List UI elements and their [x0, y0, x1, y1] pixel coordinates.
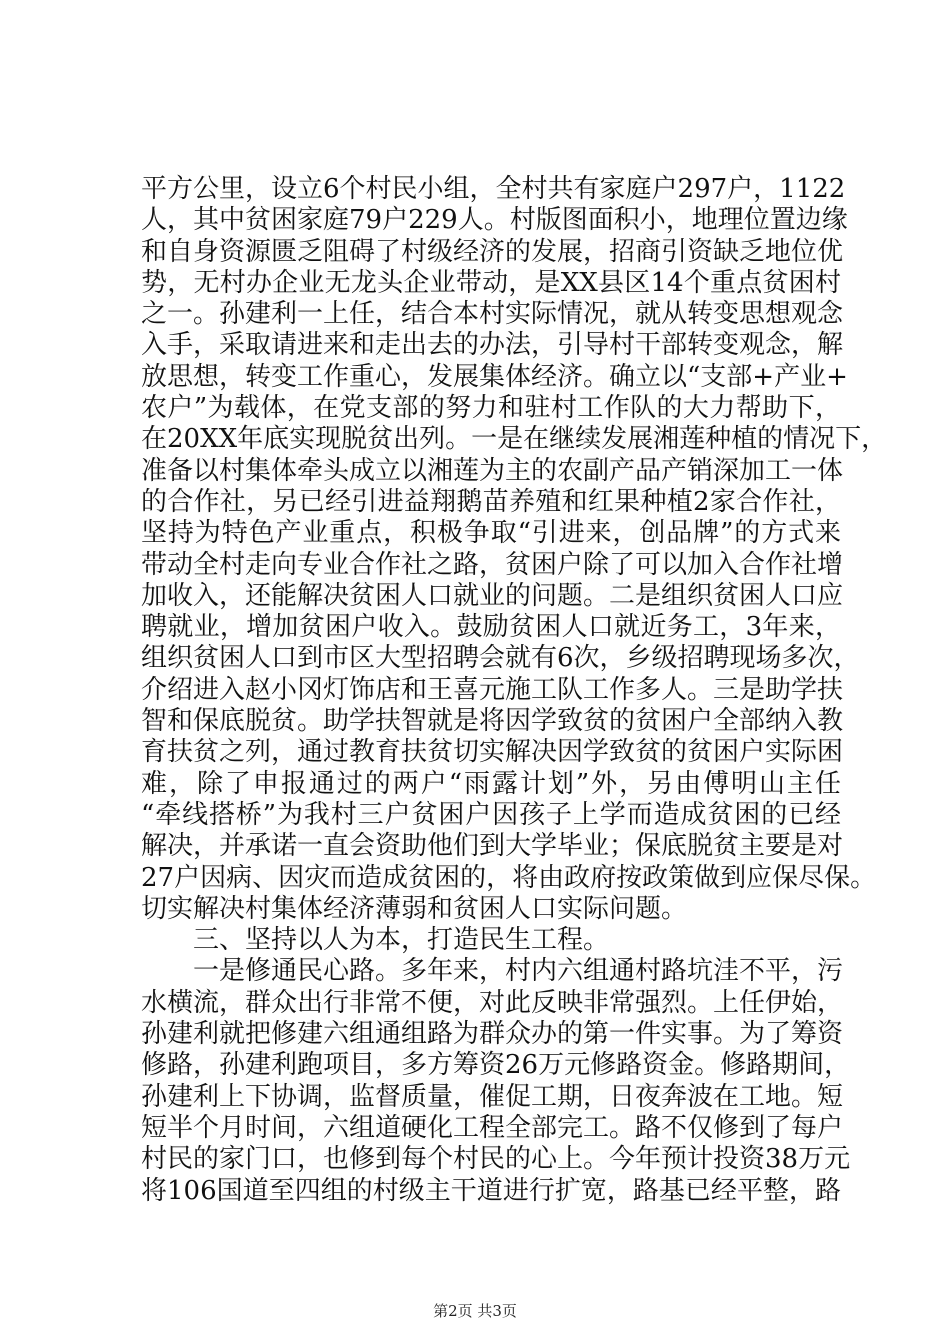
text-line: 人，其中贫困家庭79户229人。村版图面积小，地理位置边缘: [141, 205, 848, 236]
text-line: 平方公里，设立6个村民小组，全村共有家庭户297户，1122: [141, 174, 846, 204]
text-line: 的合作社，另已经引进益翔鹅苗养殖和红果种植2家合作社，: [141, 486, 841, 517]
text-line: 水横流，群众出行非常不便，对此反映非常强烈。上任伊始，: [141, 987, 844, 1018]
text-line: 修路，孙建利跑项目，多方筹资26万元修路资金。修路期间，: [141, 1050, 851, 1081]
page-footer: [0, 1301, 950, 1321]
paragraph-end-line: 切实解决村集体经济薄弱和贫困人口实际问题。: [141, 893, 688, 924]
text-line: “牵线搭桥”为我村三户贫困户因孩子上学而造成贫困的已经: [141, 799, 841, 830]
paragraph-first-line: 一是修通民心路。多年来，村内六组通村路坑洼不平，污: [193, 956, 844, 987]
text-line: 解决，并承诺一直会资助他们到大学毕业；保底脱贫主要是对: [141, 831, 844, 862]
text-line: 加收入，还能解决贫困人口就业的问题。二是组织贫困人口应: [141, 580, 844, 611]
text-line: 和自身资源匮乏阻碍了村级经济的发展，招商引资缺乏地位优: [141, 236, 844, 267]
text-line: 带动全村走向专业合作社之路，贫困户除了可以加入合作社增: [141, 549, 844, 580]
text-line: 组织贫困人口到市区大型招聘会就有6次，乡级招聘现场多次，: [141, 643, 860, 674]
text-line: 孙建利上下协调，监督质量，催促工期，日夜奔波在工地。短: [141, 1081, 844, 1112]
text-line: 放思想，转变工作重心，发展集体经济。确立以“支部+产业+: [141, 361, 848, 392]
text-line: 准备以村集体牵头成立以湘莲为主的农副产品产销深加工一体: [141, 455, 844, 486]
text-line: 聘就业，增加贫困户收入。鼓励贫困人口就近务工，3年来，: [141, 612, 841, 643]
page-number: 第2页 共3页: [433, 1302, 517, 1320]
text-line: 育扶贫之列，通过教育扶贫切实解决因学致贫的贫困户实际困: [141, 737, 844, 768]
text-line: 27户因病、因灾而造成贫困的，将由政府按政策做到应保尽保。: [141, 862, 877, 893]
text-line: 之一。孙建利一上任，结合本村实际情况，就从转变思想观念: [141, 299, 844, 330]
section-heading: 三、坚持以人为本，打造民生工程。: [193, 925, 610, 956]
text-line: 介绍进入赵小冈灯饰店和王喜元施工队工作多人。三是助学扶: [141, 674, 844, 705]
text-line: 短半个月时间，六组道硬化工程全部完工。路不仅修到了每户: [141, 1112, 844, 1143]
text-line: 坚持为特色产业重点，积极争取“引进来，创品牌”的方式来: [141, 518, 841, 549]
text-line: 孙建利就把修建六组通组路为群众办的第一件实事。为了筹资: [141, 1019, 844, 1050]
text-line: 村民的家门口，也修到每个村民的心上。今年预计投资38万元: [141, 1144, 851, 1175]
text-line: 在20XX年底实现脱贫出列。一是在继续发展湘莲种植的情况下，: [141, 424, 888, 455]
text-line: 智和保底脱贫。助学扶智就是将因学致贫的贫困户全部纳入教: [141, 706, 844, 737]
document-body: [141, 174, 888, 1207]
text-line: 入手，采取请进来和走出去的办法，引导村干部转变观念，解: [141, 330, 844, 361]
text-line: 势，无村办企业无龙头企业带动，是XX县区14个重点贫困村: [141, 267, 841, 298]
text-line: 难，除了申报通过的两户“雨露计划”外，另由傅明山主任: [141, 768, 841, 799]
text-line: 农户”为载体，在党支部的努力和驻村工作队的大力帮助下，: [141, 393, 841, 424]
text-line: 将106国道至四组的村级主干道进行扩宽，路基已经平整，路: [141, 1175, 841, 1206]
